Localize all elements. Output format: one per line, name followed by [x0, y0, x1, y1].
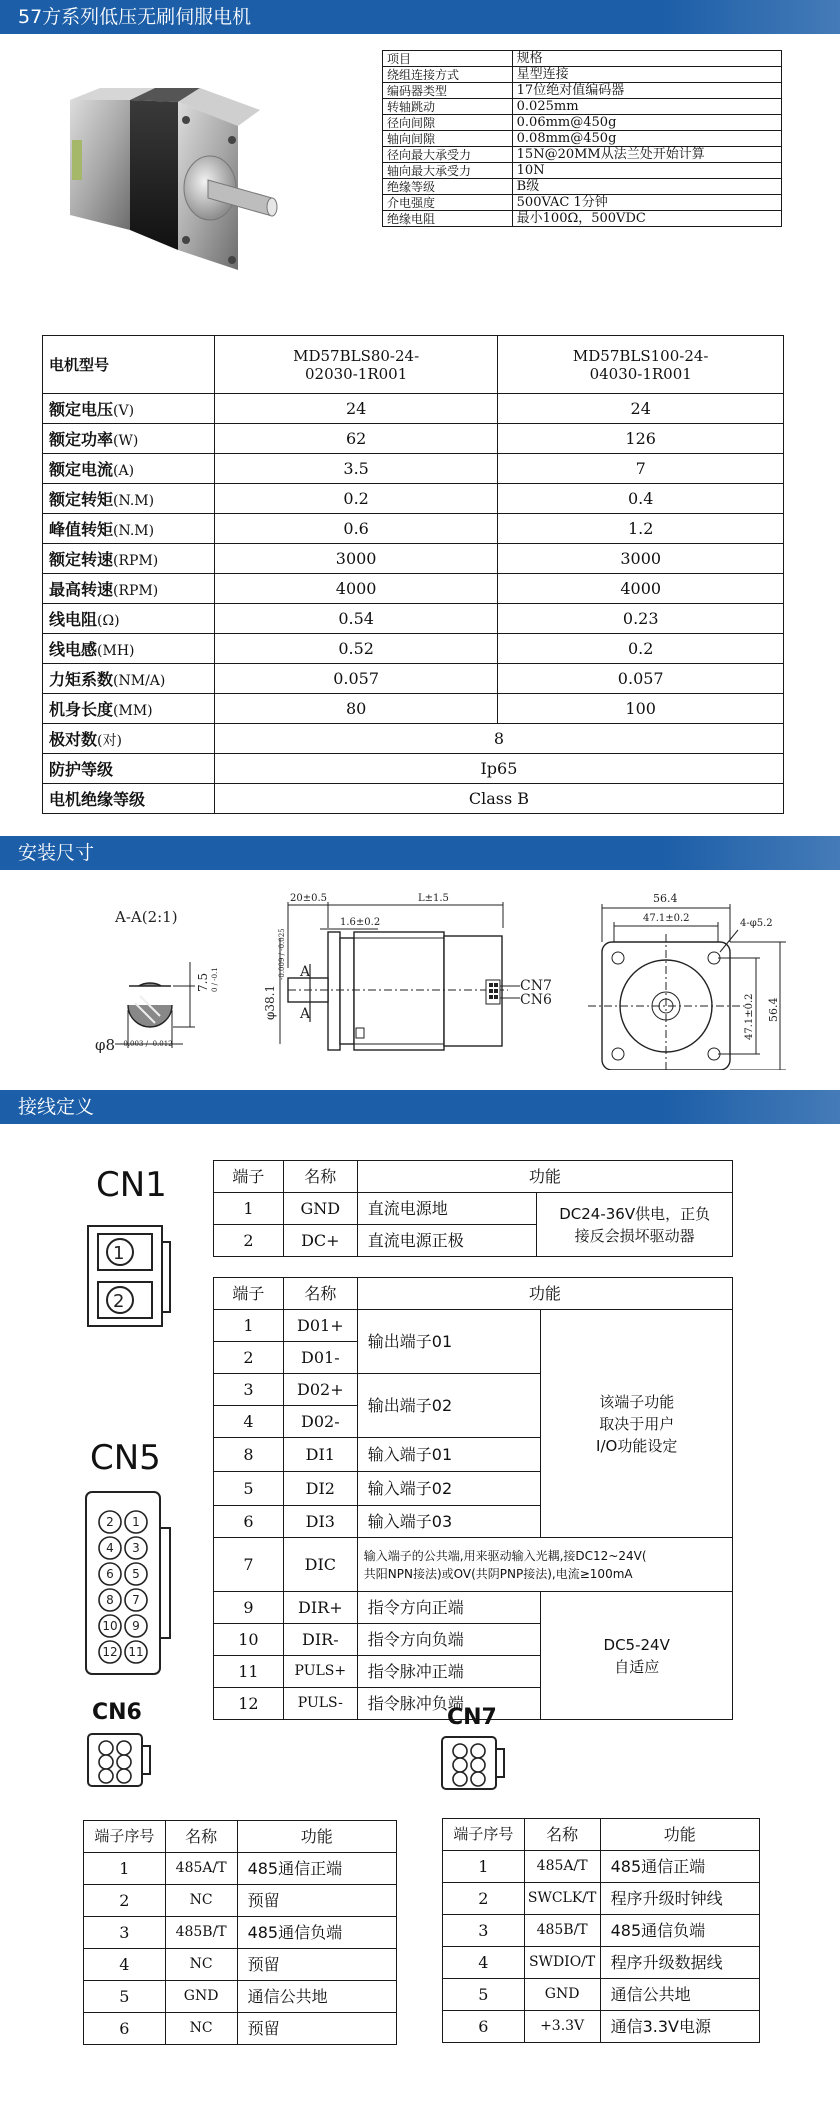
motor-model-2	[498, 336, 784, 394]
cn7-fn: 485通信正端	[600, 1851, 759, 1883]
spec-key: 转轴跳动	[383, 99, 513, 115]
cn5-dic-fn	[357, 1538, 732, 1592]
cn5-name: PULS+	[283, 1656, 357, 1688]
cn5-name: D01-	[283, 1342, 357, 1374]
param-value-2: 7	[498, 454, 784, 484]
cn1-note-line2: 接反会损坏驱动器	[574, 1226, 695, 1245]
spec-key: 径向最大承受力	[383, 147, 513, 163]
cn7-pin: 6	[443, 2011, 525, 2043]
param-name: 力矩系数	[49, 670, 114, 689]
cn5-dc-line: 自适应	[614, 1657, 660, 1676]
spec-value: 0.06mm@450g	[512, 115, 781, 131]
cn7-row	[443, 1851, 760, 1883]
cn1-header-row	[214, 1161, 733, 1193]
cn5-io-line: 该端子功能	[599, 1392, 675, 1411]
cn7-pin: 1	[443, 1851, 525, 1883]
param-value-1: 3.5	[214, 454, 498, 484]
param-label	[43, 664, 215, 694]
cn5-conn-pin: 3	[132, 1541, 140, 1555]
cn5-conn-pin: 1	[132, 1515, 140, 1529]
cn6-name: NC	[165, 2013, 237, 2045]
motor-row	[43, 664, 784, 694]
section-title-dimensions	[0, 836, 840, 870]
spec-header-item: 项目	[383, 51, 513, 67]
a-mark-bottom: A	[300, 1006, 311, 1022]
param-value-2: 0.057	[498, 664, 784, 694]
cn6-head-pin: 端子序号	[84, 1821, 166, 1853]
param-name: 最高转速	[49, 580, 114, 599]
motor-image	[60, 80, 290, 290]
cn6-name: 485A/T	[165, 1853, 237, 1885]
spec-header-row	[383, 51, 782, 67]
cn7-name: 485B/T	[524, 1915, 600, 1947]
cn5-pin: 10	[214, 1624, 284, 1656]
cn7-fn: 485通信负端	[600, 1915, 759, 1947]
motor-params-table	[42, 335, 784, 814]
param-value-1: 24	[214, 394, 498, 424]
cn1-name: DC+	[283, 1225, 357, 1257]
dim-20: 20±0.5	[290, 893, 328, 904]
param-unit: (MH)	[97, 643, 135, 659]
cn5-conn-pin: 12	[102, 1645, 118, 1659]
param-value-2: 100	[498, 694, 784, 724]
param-unit: (NM/A)	[113, 673, 166, 689]
cn7-pin: 5	[443, 1979, 525, 2011]
spec-value: 500VAC 1分钟	[512, 195, 781, 211]
cn7-row	[443, 1883, 760, 1915]
cn7-fn: 程序升级时钟线	[600, 1883, 759, 1915]
cn5-pin: 7	[214, 1538, 284, 1592]
param-value-1: 0.2	[214, 484, 498, 514]
spec-value: B级	[512, 179, 781, 195]
param-label	[43, 484, 215, 514]
param-label	[43, 724, 215, 754]
cn7-fn: 通信3.3V电源	[600, 2011, 759, 2043]
cn5-fn-out02: 输出端子02	[357, 1374, 541, 1438]
cn5-fn-out01: 输出端子01	[357, 1310, 541, 1374]
cn1-pin-2: 2	[113, 1291, 125, 1312]
param-name: 额定转速	[49, 550, 114, 569]
cn6-pin: 6	[84, 2013, 166, 2045]
motor-row	[43, 424, 784, 454]
cn7-row	[443, 1947, 760, 1979]
cn1-pin: 1	[214, 1193, 284, 1225]
cn1-fn: 直流电源正极	[357, 1225, 537, 1257]
cn1-connector-drawing	[84, 1222, 174, 1332]
model2-line2: 04030-1R001	[589, 364, 692, 383]
cn5-pin: 3	[214, 1374, 284, 1406]
cn1-pin-1: 1	[113, 1243, 125, 1264]
param-name: 线电阻	[49, 610, 98, 629]
cn5-label: CN5	[90, 1438, 161, 1478]
model1-line2: 02030-1R001	[305, 364, 408, 383]
width-471: 47.1±0.2	[643, 913, 690, 924]
cn7-head-fn: 功能	[600, 1819, 759, 1851]
param-unit: (MM)	[113, 703, 153, 719]
param-label	[43, 454, 215, 484]
motor-row	[43, 454, 784, 484]
param-value: Class B	[214, 784, 783, 814]
cn1-head-name: 名称	[283, 1161, 357, 1193]
cn1-row	[214, 1193, 733, 1225]
motor-row	[43, 484, 784, 514]
cn7-head-name: 名称	[524, 1819, 600, 1851]
cn7-pin: 4	[443, 1947, 525, 1979]
cn5-pin: 6	[214, 1506, 284, 1538]
param-name: 机身长度	[49, 700, 114, 719]
cn5-header-row	[214, 1278, 733, 1310]
section-title-wiring	[0, 1090, 840, 1124]
cn5-conn-pin: 7	[132, 1593, 140, 1607]
spec-row	[383, 147, 782, 163]
param-name: 额定电压	[49, 400, 114, 419]
spec-key: 绝缘等级	[383, 179, 513, 195]
cn5-name: DI3	[283, 1506, 357, 1538]
cn5-dc-line: DC5-24V	[603, 1635, 670, 1654]
section-title-text: 安装尺寸	[18, 842, 95, 864]
cn5-name: DIC	[283, 1538, 357, 1592]
cn7-name: SWDIO/T	[524, 1947, 600, 1979]
cn5-head-fn: 功能	[357, 1278, 732, 1310]
cn5-connector-drawing	[82, 1488, 174, 1678]
param-name: 防护等级	[49, 760, 114, 779]
cn7-row	[443, 1915, 760, 1947]
cn6-row	[84, 1981, 397, 2013]
cn6-pin: 1	[84, 1853, 166, 1885]
cn7-pin: 2	[443, 1883, 525, 1915]
param-unit: (A)	[113, 463, 135, 479]
param-value-2: 24	[498, 394, 784, 424]
cn7-row	[443, 2011, 760, 2043]
spec-row	[383, 163, 782, 179]
param-label	[43, 694, 215, 724]
cn5-dic-line: 输入端子的公共端,用来驱动输入光耦,接DC12~24V(	[363, 1548, 647, 1563]
spec-value: 星型连接	[512, 67, 781, 83]
cn6-name: 485B/T	[165, 1917, 237, 1949]
spec-row	[383, 211, 782, 227]
cn6-head-name: 名称	[165, 1821, 237, 1853]
cn5-dic-line: 共阳NPN接法)或OV(共阴PNP接法),电流≥100mA	[363, 1566, 633, 1581]
cn5-name: PULS-	[283, 1688, 357, 1720]
cn6-connector-drawing	[84, 1730, 154, 1792]
model1-line1: MD57BLS80-24-	[293, 346, 420, 365]
cn5-io-note	[541, 1310, 733, 1538]
cn5-fn: 指令脉冲正端	[357, 1656, 541, 1688]
spec-row	[383, 131, 782, 147]
param-unit: (对)	[97, 733, 122, 749]
param-value-1: 62	[214, 424, 498, 454]
cn5-pin: 9	[214, 1592, 284, 1624]
param-value-1: 80	[214, 694, 498, 724]
param-value-1: 0.6	[214, 514, 498, 544]
cn1-name: GND	[283, 1193, 357, 1225]
param-value-2: 0.4	[498, 484, 784, 514]
param-name: 额定电流	[49, 460, 114, 479]
motor-model-label: 电机型号	[43, 336, 215, 394]
cn6-fn: 预留	[237, 1949, 396, 1981]
cn7-row	[443, 1979, 760, 2011]
cn5-pin: 12	[214, 1688, 284, 1720]
cn5-fn: 输入端子01	[357, 1438, 541, 1472]
cn1-pin: 2	[214, 1225, 284, 1257]
cn5-table	[213, 1277, 733, 1720]
param-name: 额定功率	[49, 430, 114, 449]
cn6-fn: 预留	[237, 2013, 396, 2045]
spec-value: 0.08mm@450g	[512, 131, 781, 147]
cn6-header-row	[84, 1821, 397, 1853]
motor-row-merged	[43, 724, 784, 754]
param-value-1: 0.54	[214, 604, 498, 634]
param-label	[43, 544, 215, 574]
cn5-conn-pin: 8	[106, 1593, 114, 1607]
spec-row	[383, 115, 782, 131]
height-471: 47.1±0.2	[744, 993, 755, 1040]
motor-model-1	[214, 336, 498, 394]
cn6-fn: 预留	[237, 1885, 396, 1917]
cn7-name: GND	[524, 1979, 600, 2011]
param-name: 极对数	[49, 730, 98, 749]
cn6-callout: CN6	[520, 992, 552, 1008]
cn5-head-name: 名称	[283, 1278, 357, 1310]
motor-row	[43, 634, 784, 664]
param-label	[43, 394, 215, 424]
cn5-pin: 8	[214, 1438, 284, 1472]
cn5-conn-pin: 11	[128, 1645, 144, 1659]
cn1-head-pin: 端子	[214, 1161, 284, 1193]
cn5-fn: 指令方向正端	[357, 1592, 541, 1624]
param-name: 线电感	[49, 640, 98, 659]
param-label	[43, 514, 215, 544]
cn6-fn: 485通信正端	[237, 1853, 396, 1885]
cn7-name: 485A/T	[524, 1851, 600, 1883]
cn7-name: +3.3V	[524, 2011, 600, 2043]
holes-callout: 4-φ5.2	[740, 918, 773, 929]
cn5-fn: 指令方向负端	[357, 1624, 541, 1656]
spec-row	[383, 179, 782, 195]
cn1-note-line1: DC24-36V供电，正负	[559, 1204, 711, 1223]
section-aa-label: A-A(2:1)	[115, 908, 178, 926]
height-564: 56.4	[767, 997, 780, 1022]
width-564: 56.4	[653, 892, 678, 905]
param-label	[43, 604, 215, 634]
cn5-pin: 11	[214, 1656, 284, 1688]
cn5-row	[214, 1592, 733, 1624]
cn1-fn: 直流电源地	[357, 1193, 537, 1225]
param-unit: (RPM)	[113, 583, 159, 599]
cn6-row	[84, 1853, 397, 1885]
shaft-section-drawing	[95, 900, 225, 1060]
param-value-1: 4000	[214, 574, 498, 604]
cn5-name: DI1	[283, 1438, 357, 1472]
param-unit: (V)	[113, 403, 135, 419]
motor-row	[43, 544, 784, 574]
cn6-fn: 通信公共地	[237, 1981, 396, 2013]
cn5-fn: 输入端子02	[357, 1472, 541, 1506]
cn5-conn-pin: 9	[132, 1619, 140, 1633]
cn5-name: D02+	[283, 1374, 357, 1406]
cn5-conn-pin: 4	[106, 1541, 114, 1555]
cn6-pin: 3	[84, 1917, 166, 1949]
param-label	[43, 574, 215, 604]
cn5-conn-pin: 10	[102, 1619, 118, 1633]
cn1-head-fn: 功能	[357, 1161, 732, 1193]
cn6-name: GND	[165, 1981, 237, 2013]
spec-row	[383, 195, 782, 211]
cn5-pin: 4	[214, 1406, 284, 1438]
cn1-label: CN1	[96, 1165, 167, 1205]
cn5-conn-pin: 2	[106, 1515, 114, 1529]
param-value-2: 1.2	[498, 514, 784, 544]
cn6-row	[84, 1885, 397, 1917]
phi38-tol: -0.009 / -0.025	[278, 928, 286, 980]
cn6-row	[84, 1949, 397, 1981]
param-value-1: 0.52	[214, 634, 498, 664]
param-unit: (N.M)	[113, 493, 155, 509]
spec-header-value: 规格	[512, 51, 781, 67]
cn6-pin: 2	[84, 1885, 166, 1917]
param-value: 8	[214, 724, 783, 754]
param-name: 峰值转矩	[49, 520, 114, 539]
cn7-head-pin: 端子序号	[443, 1819, 525, 1851]
spec-value: 10N	[512, 163, 781, 179]
param-value-2: 0.23	[498, 604, 784, 634]
spec-key: 轴向最大承受力	[383, 163, 513, 179]
param-value: Ip65	[214, 754, 783, 784]
cn6-label: CN6	[92, 1700, 142, 1725]
cn7-table	[442, 1818, 760, 2043]
cn5-head-pin: 端子	[214, 1278, 284, 1310]
cn1-note	[537, 1193, 733, 1257]
cn6-name: NC	[165, 1949, 237, 1981]
spec-key: 编码器类型	[383, 83, 513, 99]
cn5-pin: 2	[214, 1342, 284, 1374]
section-title-motor	[0, 0, 840, 34]
param-value-2: 3000	[498, 544, 784, 574]
cn5-io-line: I/O功能设定	[596, 1436, 678, 1455]
cn7-header-row	[443, 1819, 760, 1851]
param-unit: (Ω)	[97, 613, 120, 629]
cn5-io-line: 取决于用户	[599, 1414, 675, 1433]
model2-line1: MD57BLS100-24-	[572, 346, 709, 365]
cn1-table	[213, 1160, 733, 1257]
cn5-name: D01+	[283, 1310, 357, 1342]
front-view-drawing	[588, 890, 788, 1070]
param-value-2: 0.2	[498, 634, 784, 664]
motor-row	[43, 694, 784, 724]
motor-row	[43, 514, 784, 544]
phi38-dim: φ38.1	[263, 984, 277, 1020]
param-label	[43, 424, 215, 454]
param-value-1: 0.057	[214, 664, 498, 694]
cn5-row	[214, 1310, 733, 1342]
cn5-fn: 指令脉冲负端	[357, 1688, 541, 1720]
param-label	[43, 634, 215, 664]
cn6-name: NC	[165, 1885, 237, 1917]
param-label	[43, 754, 215, 784]
spec-row	[383, 99, 782, 115]
side-view-drawing	[258, 888, 558, 1068]
param-value-2: 4000	[498, 574, 784, 604]
phi8-dim: φ8	[95, 1036, 116, 1054]
motor-row-merged	[43, 754, 784, 784]
cn5-name: DIR-	[283, 1624, 357, 1656]
a-mark-top: A	[300, 964, 311, 980]
cn7-callout: CN7	[520, 978, 552, 994]
cn7-connector-drawing	[438, 1733, 508, 1795]
spec-key: 绝缘电阻	[383, 211, 513, 227]
cn7-label: CN7	[447, 1705, 497, 1730]
param-value-1: 3000	[214, 544, 498, 574]
cn5-row	[214, 1538, 733, 1592]
cn5-name: DI2	[283, 1472, 357, 1506]
shaft-flat-dim: 7.5	[196, 972, 210, 992]
spec-value: 0.025mm	[512, 99, 781, 115]
cn5-pin: 5	[214, 1472, 284, 1506]
cn6-table	[83, 1820, 397, 2045]
spec-row	[383, 67, 782, 83]
cn6-fn: 485通信负端	[237, 1917, 396, 1949]
spec-value: 15N@20MM从法兰处开始计算	[512, 147, 781, 163]
motor-row	[43, 394, 784, 424]
dim-L: L±1.5	[418, 893, 449, 904]
motor-row	[43, 604, 784, 634]
param-value-2: 126	[498, 424, 784, 454]
cn7-fn: 程序升级数据线	[600, 1947, 759, 1979]
section-title-text: 57方系列低压无刷伺服电机	[18, 6, 252, 28]
spec-row	[383, 83, 782, 99]
spec-key: 径向间隙	[383, 115, 513, 131]
cn5-fn: 输入端子03	[357, 1506, 541, 1538]
spec-value: 最小100Ω，500VDC	[512, 211, 781, 227]
cn7-pin: 3	[443, 1915, 525, 1947]
spec-key: 介电强度	[383, 195, 513, 211]
param-name: 电机绝缘等级	[49, 790, 146, 809]
param-unit: (RPM)	[113, 553, 159, 569]
spec-key: 绕组连接方式	[383, 67, 513, 83]
cn5-name: DIR+	[283, 1592, 357, 1624]
motor-row-merged	[43, 784, 784, 814]
cn5-conn-pin: 6	[106, 1567, 114, 1581]
cn6-row	[84, 1917, 397, 1949]
cn5-conn-pin: 5	[132, 1567, 140, 1581]
param-unit: (W)	[113, 433, 139, 449]
dim-16: 1.6±0.2	[340, 917, 381, 928]
param-unit: (N.M)	[113, 523, 155, 539]
spec-value: 17位绝对值编码器	[512, 83, 781, 99]
cn6-row	[84, 2013, 397, 2045]
cn6-head-fn: 功能	[237, 1821, 396, 1853]
spec-table	[382, 50, 782, 227]
cn6-pin: 4	[84, 1949, 166, 1981]
motor-header-row	[43, 336, 784, 394]
cn5-pin: 1	[214, 1310, 284, 1342]
cn7-fn: 通信公共地	[600, 1979, 759, 2011]
spec-key: 轴向间隙	[383, 131, 513, 147]
phi8-tol: -0.003 / -0.012	[121, 1040, 173, 1048]
shaft-flat-tol: 0 / -0.1	[211, 967, 219, 992]
cn7-name: SWCLK/T	[524, 1883, 600, 1915]
section-title-text: 接线定义	[18, 1096, 95, 1118]
param-label	[43, 784, 215, 814]
param-name: 额定转矩	[49, 490, 114, 509]
cn6-pin: 5	[84, 1981, 166, 2013]
cn5-dc-note	[541, 1592, 733, 1720]
motor-row	[43, 574, 784, 604]
cn5-name: D02-	[283, 1406, 357, 1438]
